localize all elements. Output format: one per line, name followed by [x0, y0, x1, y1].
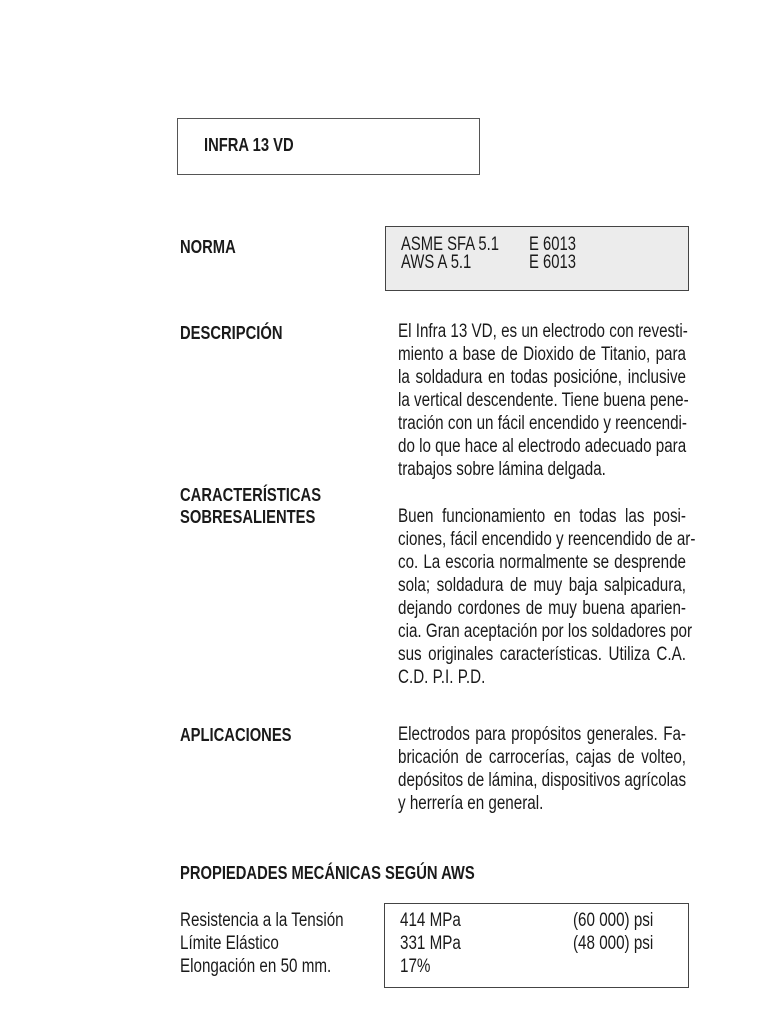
aplicaciones-label: APLICACIONES — [180, 725, 292, 745]
descripcion-line: trabajos sobre lámina delgada. — [398, 459, 606, 480]
caracteristicas-line: dejando cordones de muy buena aparien- — [398, 598, 686, 619]
descripcion-line: tración con un fácil encendido y reencendi- — [398, 413, 687, 434]
aplicaciones-line: y herrería en general. — [398, 793, 544, 814]
product-title: INFRA 13 VD — [204, 135, 294, 155]
propiedad-psi: (60 000) psi — [573, 910, 654, 931]
aplicaciones-text — [398, 723, 686, 815]
caracteristicas-line: Buen funcionamiento en todas las posi- — [398, 506, 686, 527]
descripcion-text — [398, 320, 689, 481]
propiedad-nombre: Límite Elástico — [180, 933, 279, 954]
aplicaciones-line: bricación de carrocerías, cajas de volteo, — [398, 747, 686, 768]
caracteristicas-line: C.D. P.I. P.D. — [398, 667, 486, 688]
caracteristicas-label-line1: CARACTERÍSTICAS — [180, 485, 322, 505]
caracteristicas-line: ciones, fácil encendido y reencendido de ar- — [398, 529, 696, 550]
descripcion-line: miento a base de Dioxido de Titanio, para — [398, 344, 686, 365]
aplicaciones-line: Electrodos para propósitos generales. Fa- — [398, 724, 686, 745]
descripcion-label: DESCRIPCIÓN — [180, 323, 283, 343]
caracteristicas-label-line2: SOBRESALIENTES — [180, 507, 316, 527]
propiedad-nombre: Elongación en 50 mm. — [180, 956, 332, 977]
descripcion-line: la soldadura en todas posicióne, inclusive — [398, 367, 686, 388]
norma-code-2: E 6013 — [529, 252, 576, 273]
propiedad-nombre: Resistencia a la Tensión — [180, 910, 344, 931]
product-title-box — [177, 118, 480, 175]
norma-code-1: E 6013 — [529, 234, 576, 255]
caracteristicas-line: sus originales características. Utiliza C.A. — [398, 644, 686, 665]
propiedad-mpa: 331 MPa — [400, 933, 461, 954]
descripcion-line: la vertical descendente. Tiene buena pene- — [398, 390, 689, 411]
descripcion-line: do lo que hace al electrodo adecuado para — [398, 436, 687, 457]
caracteristicas-line: co. La escoria normalmente se desprende — [398, 552, 686, 573]
descripcion-line: El Infra 13 VD, es un electrodo con revesti- — [398, 321, 688, 342]
propiedad-mpa: 414 MPa — [400, 910, 461, 931]
propiedad-mpa: 17% — [400, 956, 431, 977]
propiedades-box — [384, 903, 689, 988]
propiedad-psi: (48 000) psi — [573, 933, 654, 954]
aplicaciones-line: depósitos de lámina, dispositivos agrícolas — [398, 770, 687, 791]
norma-spec-1: ASME SFA 5.1 — [401, 234, 500, 255]
propiedades-heading: PROPIEDADES MECÁNICAS SEGÚN AWS — [180, 863, 475, 883]
caracteristicas-line: sola; soldadura de muy baja salpicadura, — [398, 575, 686, 596]
caracteristicas-line: cia. Gran aceptación por los soldadores por — [398, 621, 693, 642]
caracteristicas-text — [398, 505, 696, 689]
norma-label: NORMA — [180, 237, 236, 257]
norma-spec-2: AWS A 5.1 — [401, 252, 472, 273]
norma-box — [385, 226, 689, 291]
